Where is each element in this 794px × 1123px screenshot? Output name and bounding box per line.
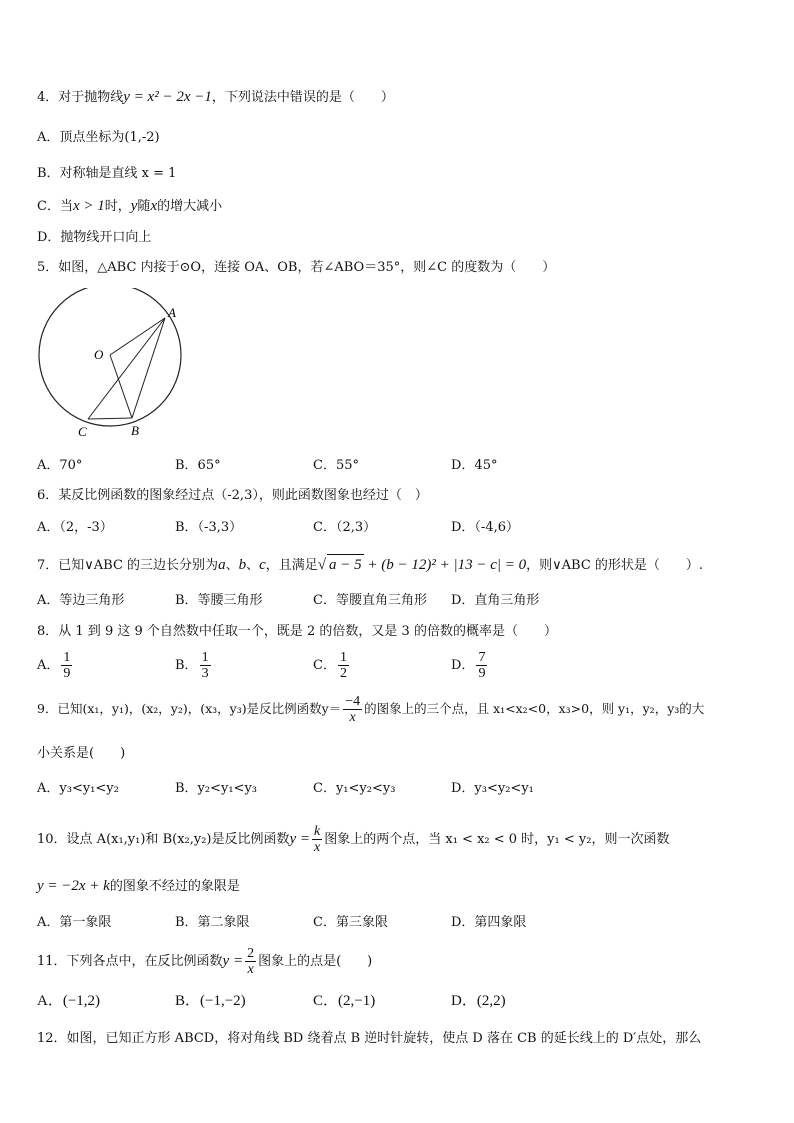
q7-formula-rest: + (b − 12)² + |13 − c| = 0 xyxy=(363,557,527,573)
q10-y-eq: y = xyxy=(289,831,311,847)
q7-stem-tail: ，则∨ABC 的形状是（ ）. xyxy=(526,558,704,573)
q5-segment-ab xyxy=(132,318,165,418)
q9-option-a: A．y₃<y₁<y₂ xyxy=(37,781,119,796)
q6-option-b: B．（-3,3） xyxy=(175,520,243,535)
q5-option-a: A．70° xyxy=(37,458,83,473)
q8-option-a-fraction xyxy=(61,650,72,681)
q4-option-d: D．抛物线开口向上 xyxy=(37,230,152,245)
q11-fraction xyxy=(245,946,256,977)
q10-stem xyxy=(37,824,669,855)
q7-sep-2: 、 xyxy=(246,558,260,573)
q4-c-x: x xyxy=(150,198,158,214)
q8-d-den: 9 xyxy=(478,666,486,681)
q7-option-a: A．等边三角形 xyxy=(37,593,125,608)
q8-option-b-fraction xyxy=(200,650,211,681)
q11-option-b: B．(−1,−2) xyxy=(175,993,246,1009)
q4-c-sui: 随 xyxy=(137,199,151,214)
q9-option-b: B．y₂<y₁<y₃ xyxy=(175,781,258,796)
q8-option-d-fraction xyxy=(476,650,487,681)
q10-line2-formula: y = −2x + k xyxy=(37,878,110,894)
q9-stem-line2: 小关系是( ) xyxy=(37,746,126,761)
q9-frac-den: x xyxy=(349,710,356,725)
q8-option-c-fraction xyxy=(338,650,349,681)
q4-c-mid: 时， xyxy=(104,199,131,214)
q7-var-c: c xyxy=(259,557,266,573)
q9-fraction xyxy=(343,694,362,725)
q7-var-b: b xyxy=(238,557,247,573)
q9-stem xyxy=(37,694,704,725)
q8-d-num: 7 xyxy=(478,650,486,665)
q8-a-num: 1 xyxy=(63,650,71,665)
q8-c-num: 1 xyxy=(339,650,347,665)
q5-option-b: B．65° xyxy=(175,458,221,473)
q8-option-b-label: B． xyxy=(175,658,198,673)
q10-frac-den: x xyxy=(314,840,321,855)
q5-label-o: O xyxy=(94,347,104,362)
q4-option-a: A．顶点坐标为(1,‑2) xyxy=(37,130,160,145)
q5-option-c: C．55° xyxy=(313,458,359,473)
q4-c-post: 的增大减小 xyxy=(157,199,223,214)
q10-line2-text: 的图象不经过的象限是 xyxy=(109,879,240,894)
q6-option-c: C．（2,3） xyxy=(313,520,377,535)
q8-option-b xyxy=(175,650,213,681)
q8-c-den: 2 xyxy=(339,666,347,681)
q8-a-den: 9 xyxy=(63,666,71,681)
q10-option-d: D．第四象限 xyxy=(451,915,527,930)
q10-stem-tail: 图象上的两个点，当 x₁ < x₂ < 0 时，y₁ < y₂，则一次函数 xyxy=(324,832,670,847)
q7-var-a: a xyxy=(218,557,226,573)
q11-option-c: C．(2,−1) xyxy=(313,993,376,1009)
q10-stem-line2 xyxy=(37,876,240,897)
q7-option-d: D．直角三角形 xyxy=(451,593,540,608)
q11-stem-text: 11．下列各点中，在反比例函数 xyxy=(37,954,223,969)
q11-y-eq: y = xyxy=(222,953,244,969)
q5-circle-figure xyxy=(36,288,196,438)
q7-mid: ，且满足 xyxy=(265,558,318,573)
q8-b-num: 1 xyxy=(201,650,209,665)
q5-label-b: B xyxy=(131,423,139,438)
q11-option-a: A．(−1,2) xyxy=(37,993,101,1009)
q4-stem-text: 4．对于抛物线 xyxy=(37,90,124,105)
q9-option-c: C．y₁<y₂<y₃ xyxy=(313,781,396,796)
q5-option-d: D．45° xyxy=(451,458,498,473)
q7-formula-sqrt: a − 5 xyxy=(327,554,364,575)
q10-stem-text: 10．设点 A(x₁,y₁)和 B(x₂,y₂)是反比例函数 xyxy=(37,832,290,847)
q7-option-c: C．等腰直角三角形 xyxy=(313,593,427,608)
q5-segment-ac xyxy=(88,318,165,419)
q10-option-b: B．第二象限 xyxy=(175,915,250,930)
q8-option-c-label: C． xyxy=(313,658,336,673)
q12-stem: 12．如图，已知正方形 ABCD，将对角线 BD 绕着点 B 逆时针旋转，使点 D 落在 CB 的延长线上的 D′点处，那么 xyxy=(37,1031,702,1046)
q7-stem-text: 7．已知∨ABC 的三边长分别为 xyxy=(37,558,219,573)
q9-stem-tail: 的图象上的三个点，且 x₁<x₂<0，x₃>0，则 y₁，y₂，y₃的大 xyxy=(364,701,705,716)
q4-formula: y = x² − 2x −1 xyxy=(123,89,212,105)
q8-option-a xyxy=(37,650,74,681)
q5-circle xyxy=(39,288,181,426)
q5-stem: 5．如图，△ABC 内接于⊙O，连接 OA、OB，若∠ABO＝35°，则∠C 的度数为（ ） xyxy=(37,260,556,275)
q6-option-d: D．（-4,6） xyxy=(451,520,519,535)
q8-b-den: 3 xyxy=(201,666,209,681)
q9-frac-num: −4 xyxy=(345,694,361,709)
q4-stem xyxy=(37,87,394,108)
q11-option-d: D．(2,2) xyxy=(451,993,506,1009)
q11-frac-den: x xyxy=(247,962,254,977)
q4-c-cond: x > 1 xyxy=(72,198,105,214)
q10-option-a: A．第一象限 xyxy=(37,915,112,930)
q8-option-d xyxy=(451,650,489,681)
q4-stem-tail: ，下列说法中错误的是（ ） xyxy=(211,90,394,105)
q4-c-pre: C．当 xyxy=(37,199,73,214)
q9-option-d: D．y₃<y₂<y₁ xyxy=(451,781,534,796)
q10-option-c: C．第三象限 xyxy=(313,915,388,930)
q8-option-d-label: D． xyxy=(451,658,475,673)
q11-stem-tail: 图象上的点是( ) xyxy=(258,954,373,969)
q5-label-c: C xyxy=(78,424,87,438)
q8-stem: 8．从 1 到 9 这 9 个自然数中任取一个，既是 2 的倍数，又是 3 的倍数的概率是（ ） xyxy=(37,624,557,639)
q11-stem xyxy=(37,946,372,977)
q7-stem: 7．已知∨ABC 的三边长分别为a、b、c，且满足√ a − 5 + (b − 12)² + |13 − c| = 0，则∨ABC 的形状是（ ）. xyxy=(37,554,703,576)
q4-option-c xyxy=(37,196,222,217)
q4-option-b: B．对称轴是直线 x = 1 xyxy=(37,166,177,181)
q8-option-a-label: A． xyxy=(37,658,60,673)
q10-fraction xyxy=(312,824,322,855)
q7-option-b: B．等腰三角形 xyxy=(175,593,263,608)
q6-stem: 6．某反比例函数的图象经过点（-2,3），则此函数图象也经过（ ） xyxy=(37,488,428,503)
q8-option-c xyxy=(313,650,351,681)
q5-segment-cb xyxy=(88,418,132,419)
q7-sep-1: 、 xyxy=(225,558,239,573)
q9-stem-text: 9．已知(x₁，y₁)，(x₂，y₂)，(x₃，y₃)是反比例函数y＝ xyxy=(37,701,342,716)
q10-frac-num: k xyxy=(314,824,321,839)
q5-label-a: A xyxy=(168,305,176,320)
q4-c-y: y xyxy=(130,198,138,214)
q6-option-a: A．（2，-3） xyxy=(37,520,113,535)
q5-segment-oa xyxy=(110,318,165,355)
q11-frac-num: 2 xyxy=(247,946,255,961)
